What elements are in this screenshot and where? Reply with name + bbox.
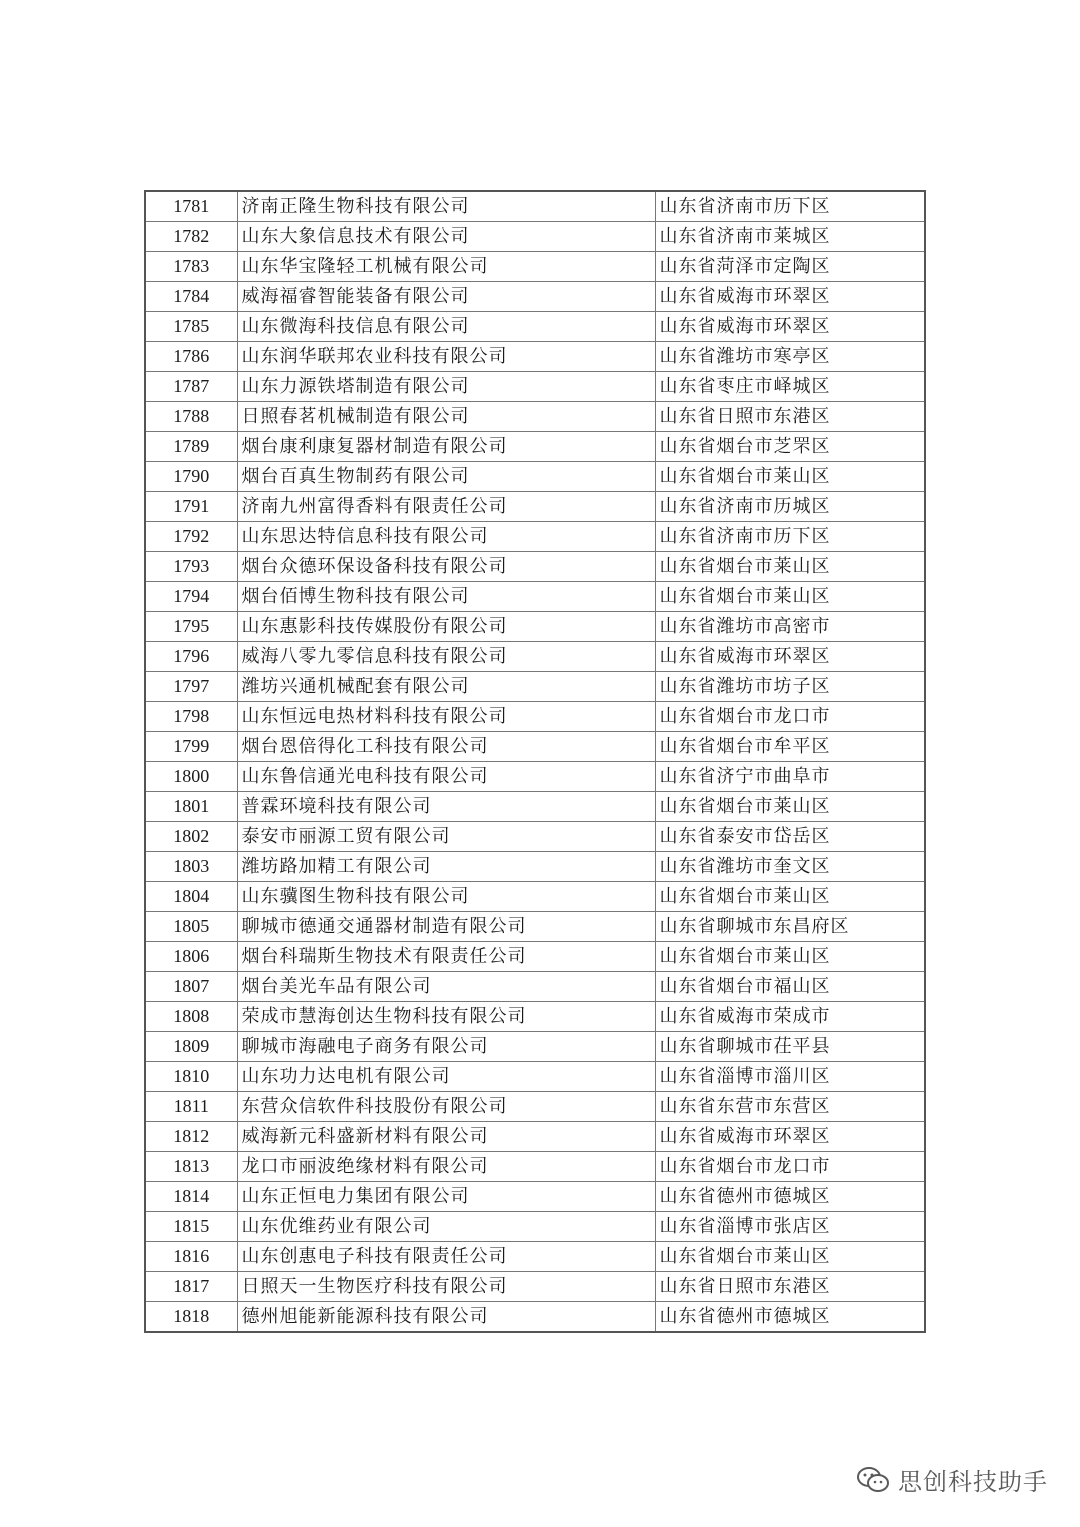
company-name: 山东微海科技信息有限公司	[237, 312, 655, 342]
company-name: 荣成市慧海创达生物科技有限公司	[237, 1002, 655, 1032]
company-location: 山东省济南市莱城区	[655, 222, 925, 252]
table-row	[145, 972, 925, 1002]
company-location: 山东省烟台市莱山区	[655, 942, 925, 972]
company-name: 山东创惠电子科技有限责任公司	[237, 1242, 655, 1272]
table-row	[145, 492, 925, 522]
company-location: 山东省聊城市东昌府区	[655, 912, 925, 942]
row-number: 1788	[145, 402, 237, 432]
table-row	[145, 762, 925, 792]
company-location: 山东省德州市德城区	[655, 1302, 925, 1333]
table-row	[145, 942, 925, 972]
table-row	[145, 732, 925, 762]
company-name: 潍坊兴通机械配套有限公司	[237, 672, 655, 702]
row-number: 1785	[145, 312, 237, 342]
table-row	[145, 222, 925, 252]
row-number: 1793	[145, 552, 237, 582]
company-location: 山东省烟台市莱山区	[655, 552, 925, 582]
company-name: 威海新元科盛新材料有限公司	[237, 1122, 655, 1152]
table-row	[145, 552, 925, 582]
row-number: 1810	[145, 1062, 237, 1092]
row-number: 1784	[145, 282, 237, 312]
table-row	[145, 1122, 925, 1152]
row-number: 1782	[145, 222, 237, 252]
company-location: 山东省济宁市曲阜市	[655, 762, 925, 792]
company-location: 山东省淄博市张店区	[655, 1212, 925, 1242]
company-location: 山东省威海市荣成市	[655, 1002, 925, 1032]
table-row	[145, 462, 925, 492]
row-number: 1801	[145, 792, 237, 822]
company-location: 山东省潍坊市坊子区	[655, 672, 925, 702]
company-name: 山东润华联邦农业科技有限公司	[237, 342, 655, 372]
table-row	[145, 252, 925, 282]
watermark-text: 思创科技助手	[898, 1468, 1048, 1496]
table-row	[145, 342, 925, 372]
company-name: 聊城市海融电子商务有限公司	[237, 1032, 655, 1062]
table-row	[145, 312, 925, 342]
row-number: 1804	[145, 882, 237, 912]
row-number: 1798	[145, 702, 237, 732]
table-row	[145, 1062, 925, 1092]
row-number: 1786	[145, 342, 237, 372]
company-name: 日照天一生物医疗科技有限公司	[237, 1272, 655, 1302]
row-number: 1781	[145, 191, 237, 222]
company-name: 烟台百真生物制药有限公司	[237, 462, 655, 492]
company-location: 山东省淄博市淄川区	[655, 1062, 925, 1092]
company-name: 烟台恩倍得化工科技有限公司	[237, 732, 655, 762]
company-location: 山东省德州市德城区	[655, 1182, 925, 1212]
row-number: 1813	[145, 1152, 237, 1182]
table-row	[145, 1212, 925, 1242]
row-number: 1806	[145, 942, 237, 972]
company-location: 山东省烟台市福山区	[655, 972, 925, 1002]
watermark	[856, 1462, 1048, 1497]
wechat-icon	[856, 1466, 890, 1494]
row-number: 1800	[145, 762, 237, 792]
company-name: 山东华宝隆轻工机械有限公司	[237, 252, 655, 282]
company-location: 山东省日照市东港区	[655, 1272, 925, 1302]
row-number: 1790	[145, 462, 237, 492]
table-row	[145, 1242, 925, 1272]
row-number: 1783	[145, 252, 237, 282]
company-name: 烟台众德环保设备科技有限公司	[237, 552, 655, 582]
company-location: 山东省烟台市莱山区	[655, 882, 925, 912]
row-number: 1814	[145, 1182, 237, 1212]
table-row	[145, 522, 925, 552]
company-location: 山东省潍坊市寒亭区	[655, 342, 925, 372]
company-name: 山东鲁信通光电科技有限公司	[237, 762, 655, 792]
table-row	[145, 582, 925, 612]
company-location: 山东省烟台市莱山区	[655, 462, 925, 492]
company-location: 山东省聊城市茌平县	[655, 1032, 925, 1062]
row-number: 1807	[145, 972, 237, 1002]
table-row	[145, 702, 925, 732]
row-number: 1818	[145, 1302, 237, 1333]
company-name: 烟台美光车品有限公司	[237, 972, 655, 1002]
row-number: 1799	[145, 732, 237, 762]
company-location: 山东省枣庄市峄城区	[655, 372, 925, 402]
company-name: 山东骥图生物科技有限公司	[237, 882, 655, 912]
table-row	[145, 1152, 925, 1182]
company-name: 烟台佰博生物科技有限公司	[237, 582, 655, 612]
row-number: 1787	[145, 372, 237, 402]
row-number: 1803	[145, 852, 237, 882]
company-name: 山东功力达电机有限公司	[237, 1062, 655, 1092]
company-name: 山东优维药业有限公司	[237, 1212, 655, 1242]
row-number: 1817	[145, 1272, 237, 1302]
row-number: 1812	[145, 1122, 237, 1152]
table-row	[145, 1302, 925, 1333]
row-number: 1791	[145, 492, 237, 522]
table-row	[145, 1272, 925, 1302]
table-row	[145, 1182, 925, 1212]
company-name: 山东力源铁塔制造有限公司	[237, 372, 655, 402]
company-name: 泰安市丽源工贸有限公司	[237, 822, 655, 852]
table-row	[145, 882, 925, 912]
company-name: 济南九州富得香料有限责任公司	[237, 492, 655, 522]
table-row	[145, 372, 925, 402]
company-location: 山东省烟台市龙口市	[655, 1152, 925, 1182]
table-row	[145, 672, 925, 702]
company-table-container	[144, 190, 924, 1333]
company-location: 山东省潍坊市奎文区	[655, 852, 925, 882]
company-location: 山东省烟台市莱山区	[655, 582, 925, 612]
company-name: 东营众信软件科技股份有限公司	[237, 1092, 655, 1122]
table-row	[145, 1092, 925, 1122]
company-location: 山东省潍坊市高密市	[655, 612, 925, 642]
company-location: 山东省威海市环翠区	[655, 642, 925, 672]
company-name: 山东恒远电热材料科技有限公司	[237, 702, 655, 732]
row-number: 1794	[145, 582, 237, 612]
company-location: 山东省烟台市牟平区	[655, 732, 925, 762]
company-name: 山东大象信息技术有限公司	[237, 222, 655, 252]
company-location: 山东省济南市历城区	[655, 492, 925, 522]
company-table	[144, 190, 926, 1333]
table-row	[145, 1032, 925, 1062]
company-location: 山东省烟台市莱山区	[655, 792, 925, 822]
row-number: 1797	[145, 672, 237, 702]
row-number: 1792	[145, 522, 237, 552]
table-row	[145, 642, 925, 672]
table-row	[145, 402, 925, 432]
company-location: 山东省烟台市龙口市	[655, 702, 925, 732]
company-name: 山东正恒电力集团有限公司	[237, 1182, 655, 1212]
row-number: 1808	[145, 1002, 237, 1032]
company-name: 烟台科瑞斯生物技术有限责任公司	[237, 942, 655, 972]
row-number: 1789	[145, 432, 237, 462]
table-row	[145, 1002, 925, 1032]
table-row	[145, 432, 925, 462]
table-row	[145, 792, 925, 822]
row-number: 1805	[145, 912, 237, 942]
company-name: 威海福睿智能装备有限公司	[237, 282, 655, 312]
company-location: 山东省泰安市岱岳区	[655, 822, 925, 852]
company-location: 山东省东营市东营区	[655, 1092, 925, 1122]
company-name: 烟台康利康复器材制造有限公司	[237, 432, 655, 462]
company-location: 山东省威海市环翠区	[655, 282, 925, 312]
company-name: 聊城市德通交通器材制造有限公司	[237, 912, 655, 942]
row-number: 1802	[145, 822, 237, 852]
company-name: 潍坊路加精工有限公司	[237, 852, 655, 882]
company-name: 日照春茗机械制造有限公司	[237, 402, 655, 432]
company-name: 威海八零九零信息科技有限公司	[237, 642, 655, 672]
table-row	[145, 852, 925, 882]
table-row	[145, 282, 925, 312]
row-number: 1815	[145, 1212, 237, 1242]
table-body	[145, 191, 925, 1332]
row-number: 1796	[145, 642, 237, 672]
company-name: 德州旭能新能源科技有限公司	[237, 1302, 655, 1333]
table-row	[145, 191, 925, 222]
company-location: 山东省菏泽市定陶区	[655, 252, 925, 282]
table-row	[145, 612, 925, 642]
company-location: 山东省烟台市芝罘区	[655, 432, 925, 462]
company-location: 山东省济南市历下区	[655, 191, 925, 222]
row-number: 1795	[145, 612, 237, 642]
table-row	[145, 822, 925, 852]
company-name: 山东惠影科技传媒股份有限公司	[237, 612, 655, 642]
company-name: 济南正隆生物科技有限公司	[237, 191, 655, 222]
company-location: 山东省威海市环翠区	[655, 312, 925, 342]
company-name: 普霖环境科技有限公司	[237, 792, 655, 822]
company-location: 山东省济南市历下区	[655, 522, 925, 552]
row-number: 1816	[145, 1242, 237, 1272]
company-location: 山东省日照市东港区	[655, 402, 925, 432]
company-name: 山东思达特信息科技有限公司	[237, 522, 655, 552]
company-location: 山东省烟台市莱山区	[655, 1242, 925, 1272]
company-name: 龙口市丽波绝缘材料有限公司	[237, 1152, 655, 1182]
row-number: 1809	[145, 1032, 237, 1062]
row-number: 1811	[145, 1092, 237, 1122]
table-row	[145, 912, 925, 942]
company-location: 山东省威海市环翠区	[655, 1122, 925, 1152]
